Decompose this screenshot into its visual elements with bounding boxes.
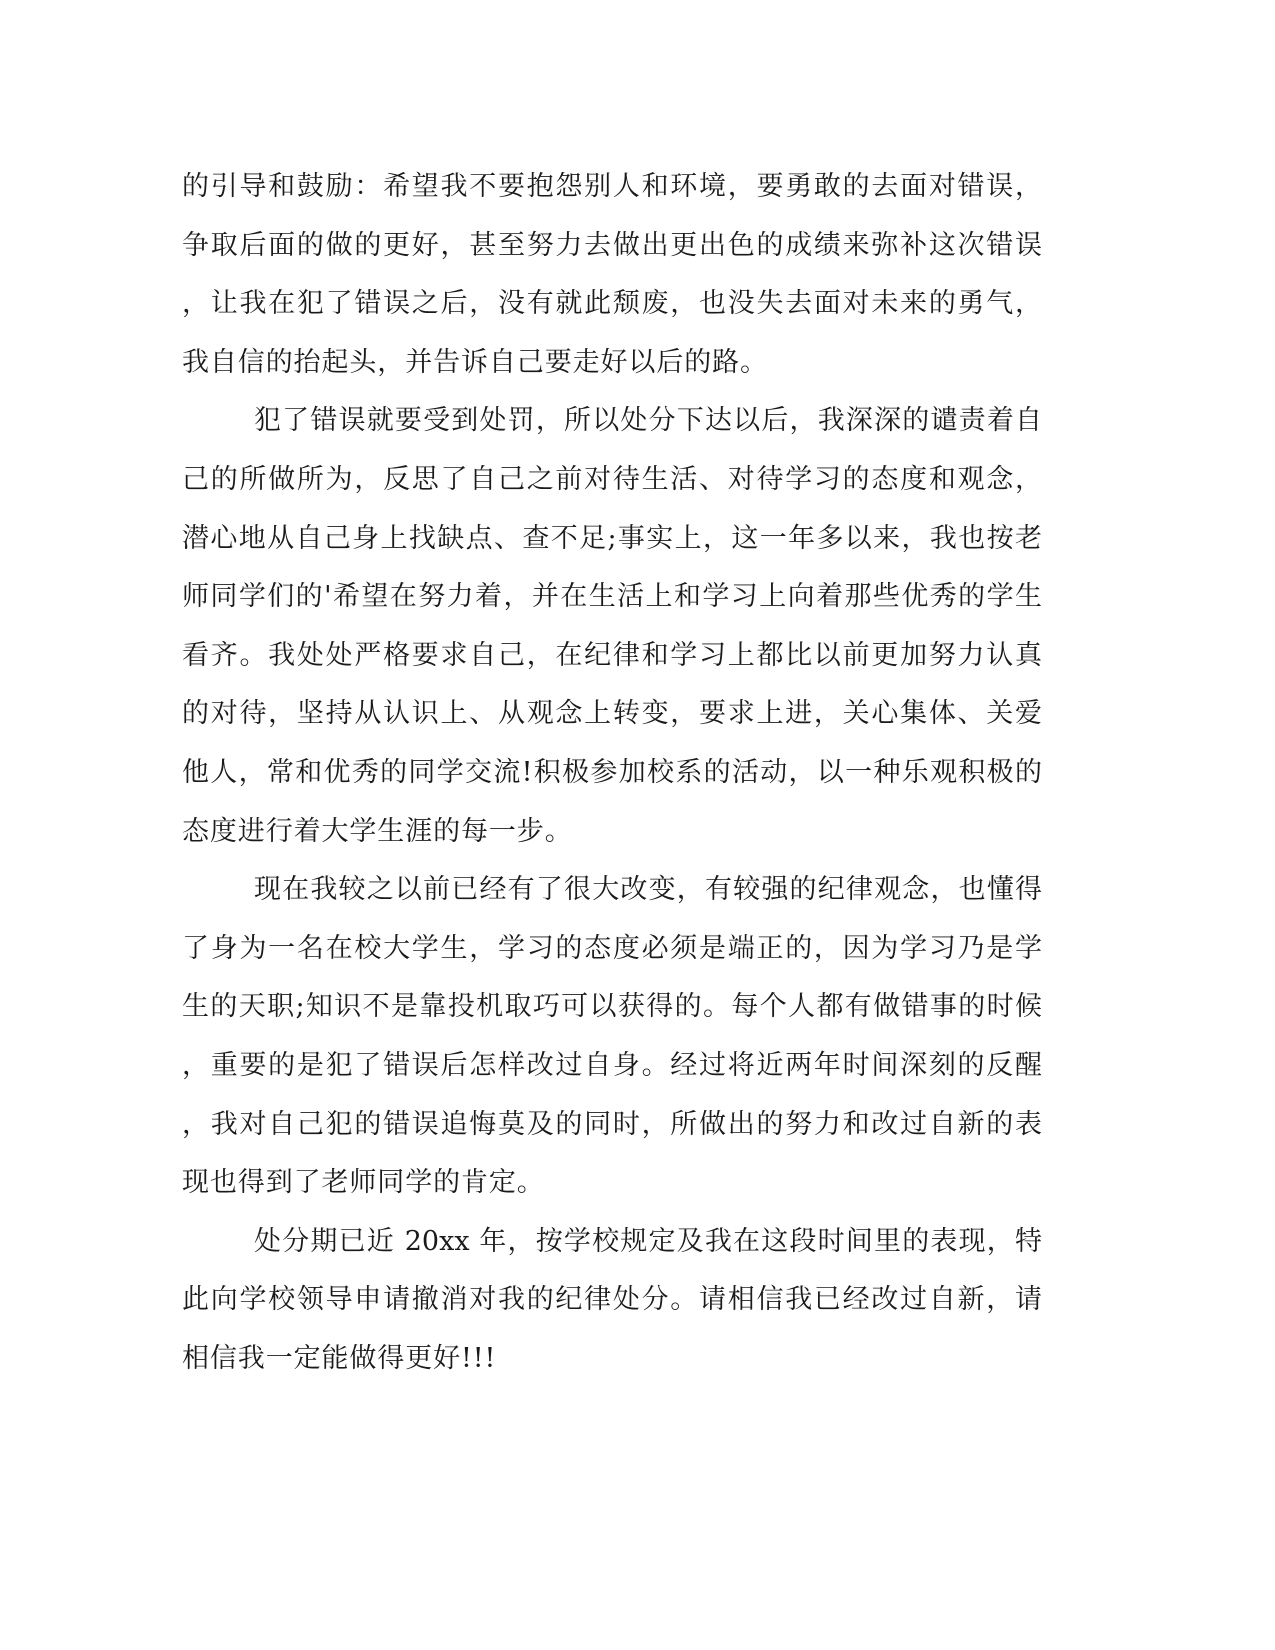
text-line: 师同学们的'希望在努力着，并在生活上和学习上向着那些优秀的学生 [182, 581, 1042, 613]
text-line: 现在我较之以前已经有了很大改变，有较强的纪律观念，也懂得 [254, 874, 1042, 906]
text-line: 潜心地从自己身上找缺点、查不足;事实上，这一年多以来，我也按老 [182, 522, 1042, 554]
text-line: 相信我一定能做得更好!!! [182, 1342, 497, 1374]
text-line: ，让我在犯了错误之后，没有就此颓废，也没失去面对未来的勇气， [182, 288, 1042, 320]
text-line: 他人，常和优秀的同学交流!积极参加校系的活动，以一种乐观积极的 [182, 756, 1042, 788]
text-line: 的对待，坚持从认识上、从观念上转变，要求上进，关心集体、关爱 [182, 698, 1042, 730]
text-line: 己的所做所为，反思了自己之前对待生活、对待学习的态度和观念， [182, 463, 1042, 495]
text-line: 的引导和鼓励：希望我不要抱怨别人和环境，要勇敢的去面对错误， [182, 171, 1042, 202]
text-line: 争取后面的做的更好，甚至努力去做出更出色的成绩来弥补这次错误 [182, 229, 1042, 261]
text-line: 现也得到了老师同学的肯定。 [182, 1167, 545, 1199]
text-line: 犯了错误就要受到处罚，所以处分下达以后，我深深的谴责着自 [254, 405, 1042, 437]
text-line: 生的天职;知识不是靠投机取巧可以获得的。每个人都有做错事的时候 [182, 991, 1042, 1023]
paragraph [182, 861, 1042, 1213]
text-line: 此向学校领导申请撤消对我的纪律处分。请相信我已经改过自新，请 [182, 1284, 1042, 1316]
document-body [182, 158, 1042, 1388]
paragraph [182, 158, 1042, 392]
text-line: 态度进行着大学生涯的每一步。 [182, 815, 573, 847]
text-line: ，我对自己犯的错误追悔莫及的同时，所做出的努力和改过自新的表 [182, 1108, 1042, 1140]
text-line: 了身为一名在校大学生，学习的态度必须是端正的，因为学习乃是学 [182, 932, 1042, 964]
text-line: ，重要的是犯了错误后怎样改过自身。经过将近两年时间深刻的反醒 [182, 1049, 1042, 1081]
text-line: 处分期已近 20xx 年，按学校规定及我在这段时间里的表现，特 [254, 1225, 1042, 1257]
paragraph [182, 1213, 1042, 1389]
text-line: 看齐。我处处严格要求自己，在纪律和学习上都比以前更加努力认真 [182, 639, 1042, 671]
text-line: 我自信的抬起头，并告诉自己要走好以后的路。 [182, 346, 768, 378]
paragraph [182, 392, 1042, 861]
